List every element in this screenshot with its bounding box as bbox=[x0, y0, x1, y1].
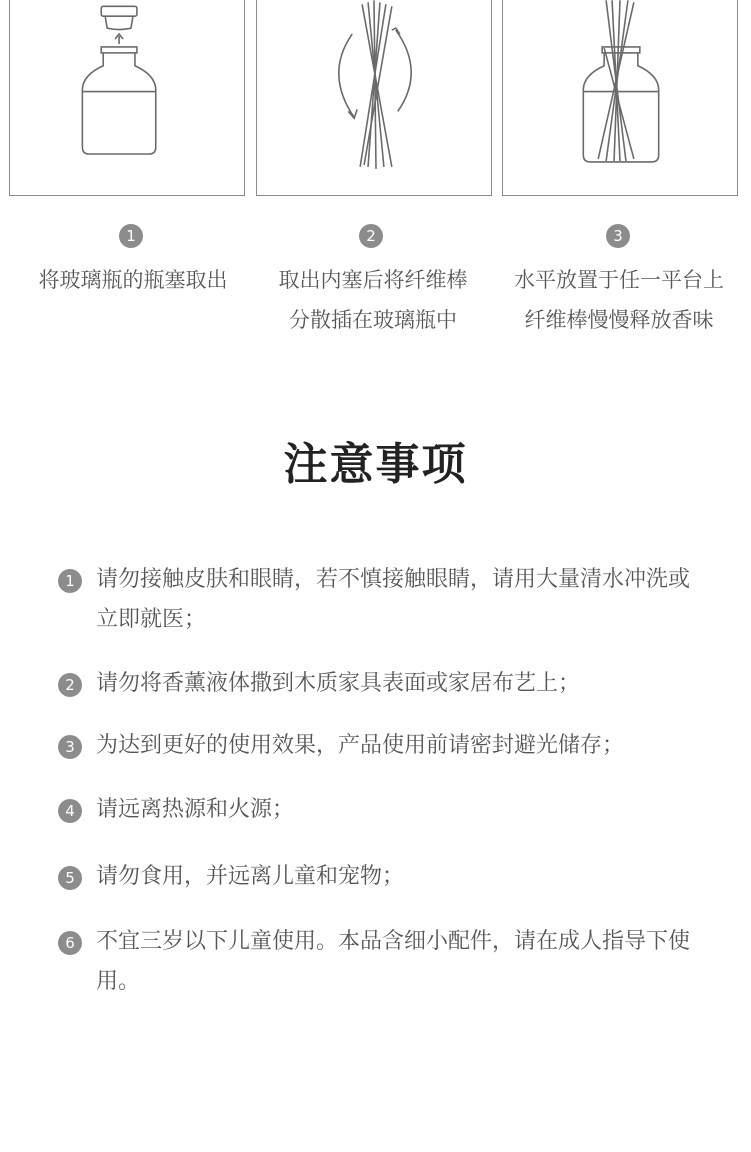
step-text-1 bbox=[10, 260, 256, 300]
step-illustration-remove-stopper bbox=[9, 0, 245, 196]
step-number-1: 1 bbox=[119, 224, 143, 248]
step-illustration-insert-reeds bbox=[256, 0, 492, 196]
step-number-3: 3 bbox=[606, 224, 630, 248]
step-text-3-line2: 纤维棒慢慢释放香味 bbox=[524, 308, 714, 332]
notice-text-5: 请勿食用，并远离儿童和宠物； bbox=[96, 864, 405, 889]
step-illustration-place-bottle bbox=[502, 0, 738, 196]
notice-text-6: 不宜三岁以下儿童使用。本品含细小配件，请在成人指导下使用。 bbox=[96, 929, 691, 994]
notice-number-5: 5 bbox=[58, 866, 82, 890]
bottle-with-stopper-icon bbox=[10, 0, 244, 195]
step-text-2-line2: 分散插在玻璃瓶中 bbox=[289, 308, 457, 332]
reed-sticks-icon bbox=[257, 0, 491, 195]
notice-title: 注意事项 bbox=[283, 439, 468, 490]
notice-number-4: 4 bbox=[58, 799, 82, 823]
notice-number-3: 3 bbox=[58, 735, 82, 759]
step-text-3 bbox=[496, 260, 742, 340]
notice-number-6: 6 bbox=[58, 931, 82, 955]
notice-text-1: 请勿接触皮肤和眼睛，若不慎接触眼睛，请用大量清水冲洗或立即就医； bbox=[96, 567, 691, 632]
step-number-2: 2 bbox=[359, 224, 383, 248]
notice-number-2: 2 bbox=[58, 673, 82, 697]
bottle-with-reeds-icon bbox=[503, 0, 737, 195]
step-text-2 bbox=[250, 260, 496, 340]
notice-text-4: 请远离热源和火源； bbox=[96, 797, 295, 822]
notice-text-2: 请勿将香薰液体撒到木质家具表面或家居布艺上； bbox=[96, 671, 581, 696]
notice-number-1: 1 bbox=[58, 569, 82, 593]
step-text-1-line1: 将玻璃瓶的瓶塞取出 bbox=[38, 268, 228, 292]
step-text-3-line1: 水平放置于任一平台上 bbox=[514, 268, 724, 292]
notice-text-3: 为达到更好的使用效果，产品使用前请密封避光储存； bbox=[96, 733, 625, 758]
step-text-2-line1: 取出内塞后将纤维棒 bbox=[278, 268, 468, 292]
